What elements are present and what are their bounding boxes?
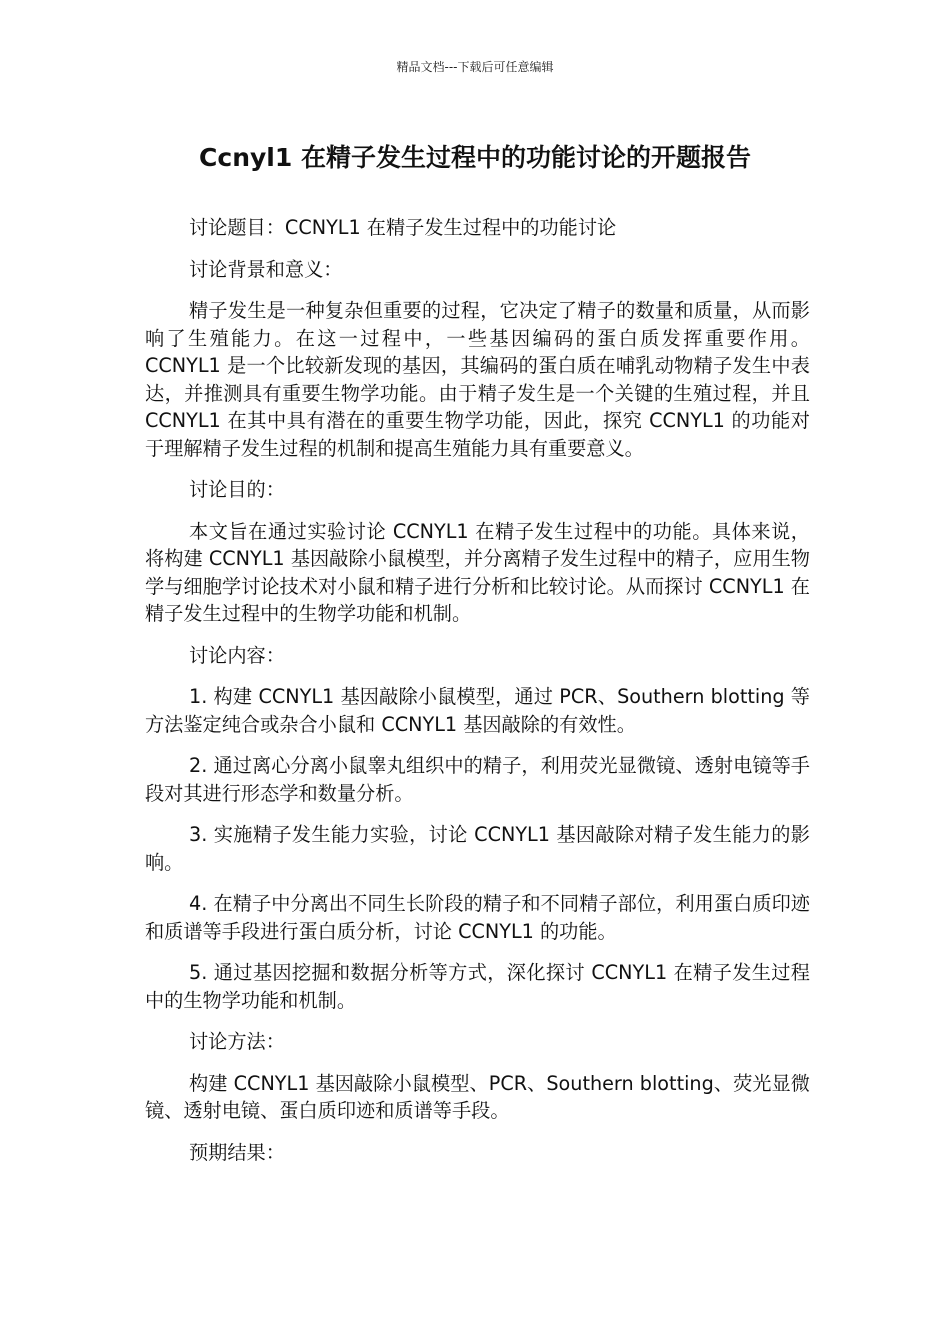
- section-heading-background: 讨论背景和意义：: [189, 257, 343, 281]
- section-heading-purpose: 讨论目的：: [189, 478, 285, 501]
- content-item-2: 2. 通过离心分离小鼠睾丸组织中的精子，利用荧光显微镜、透射电镜等手段对其进行形态学和数量分析。: [145, 754, 810, 805]
- document-body: [145, 214, 810, 1180]
- section-heading-methods: 讨论方法：: [189, 1030, 285, 1053]
- content-item-4: 4. 在精子中分离出不同生长阶段的精子和不同精子部位，利用蛋白质印迹和质谱等手段进行蛋白质分析，讨论 CCNYL1 的功能。: [145, 892, 810, 943]
- purpose-paragraph: 本文旨在通过实验讨论 CCNYL1 在精子发生过程中的功能。具体来说，将构建 CCNYL1 基因敲除小鼠模型，并分离精子发生过程中的精子，应用生物学与细胞学讨论技术对小鼠和精子进行分析和比较讨论。从而探讨 CCNYL1 在精子发生过程中的生物学功能和机制。: [145, 519, 810, 625]
- section-heading-expected-results: 预期结果：: [189, 1140, 285, 1164]
- header-note: 精品文档---下载后可任意编辑: [396, 60, 554, 74]
- content-item-1: 1. 构建 CCNYL1 基因敲除小鼠模型，通过 PCR、Southern blotting 等方法鉴定纯合或杂合小鼠和 CCNYL1 基因敲除的有效性。: [145, 685, 810, 736]
- topic-line: 讨论题目：CCNYL1 在精子发生过程中的功能讨论: [189, 216, 617, 239]
- background-paragraph: 精子发生是一种复杂但重要的过程，它决定了精子的数量和质量，从而影响了生殖能力。在这一过程中，一些基因编码的蛋白质发挥重要作用。CCNYL1 是一个比较新发现的基因，其编码的蛋白质在哺乳动物精子发生中表达，并推测具有重要生物学功能。由于精子发生是一个关键的生殖过程，并且 CCNYL1 在其中具有潜在的重要生物学功能，因此，探究 CCNYL1 的功能对于理解精子发生过程的机制和提高生殖能力具有重要意义。: [145, 299, 810, 460]
- document-title: Ccnyl1 在精子发生过程中的功能讨论的开题报告: [199, 143, 751, 172]
- section-heading-content: 讨论内容：: [189, 643, 285, 667]
- content-item-3: 3. 实施精子发生能力实验，讨论 CCNYL1 基因敲除对精子发生能力的影响。: [145, 823, 810, 874]
- content-item-5: 5. 通过基因挖掘和数据分析等方式，深化探讨 CCNYL1 在精子发生过程中的生物学功能和机制。: [145, 961, 810, 1012]
- methods-paragraph: 构建 CCNYL1 基因敲除小鼠模型、PCR、Southern blotting、荧光显微镜、透射电镜、蛋白质印迹和质谱等手段。: [145, 1071, 810, 1122]
